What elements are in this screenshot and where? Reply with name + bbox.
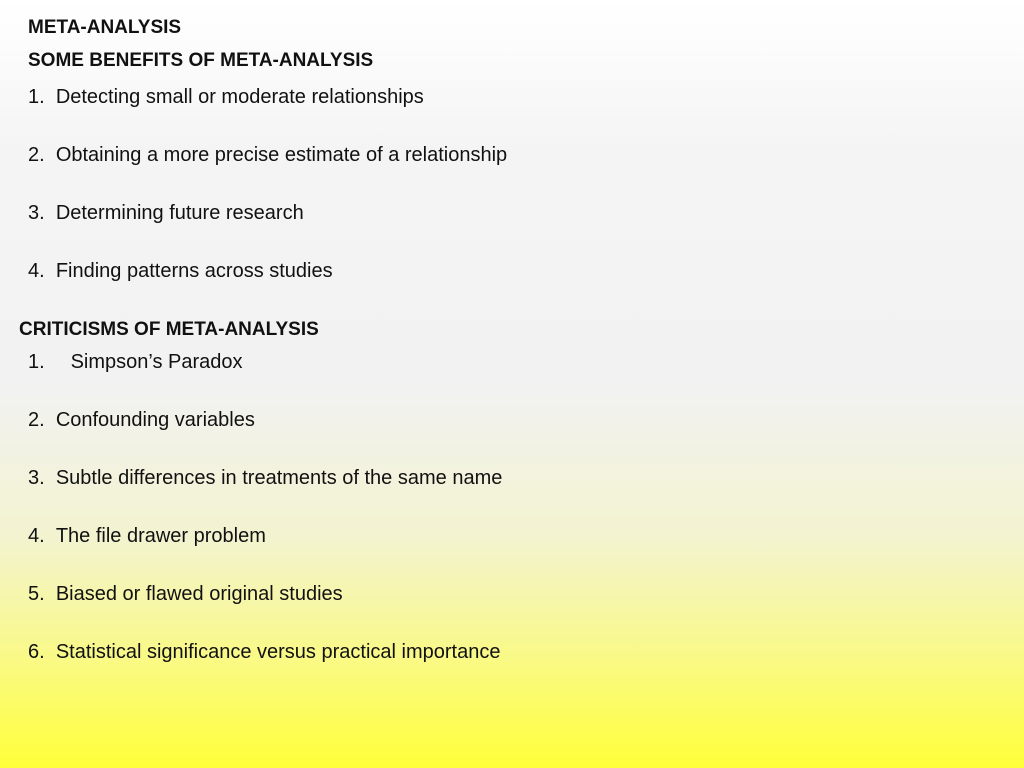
benefit-item — [28, 202, 304, 225]
benefit-number: 2. — [28, 144, 51, 166]
criticism-item — [28, 641, 500, 664]
benefit-text: Determining future research — [55, 202, 304, 224]
criticism-number: 1. — [28, 351, 45, 373]
benefit-text: Detecting small or moderate relationships — [55, 86, 424, 108]
benefit-text: Finding patterns across studies — [55, 260, 333, 282]
benefit-item — [28, 86, 424, 109]
benefits-heading: SOME BENEFITS OF META-ANALYSIS — [28, 50, 374, 71]
criticism-number: 4. — [28, 525, 51, 547]
criticism-item — [28, 467, 502, 490]
criticism-item — [28, 409, 255, 432]
benefit-text: Obtaining a more precise estimate of a relationship — [55, 144, 508, 166]
benefit-number: 1. — [28, 86, 51, 108]
benefit-number: 3. — [28, 202, 51, 224]
criticisms-heading: CRITICISMS OF META-ANALYSIS — [19, 319, 319, 340]
benefit-number: 4. — [28, 260, 51, 282]
criticism-item — [28, 351, 243, 374]
criticism-text: The file drawer problem — [55, 525, 266, 547]
criticism-item — [28, 583, 343, 606]
criticism-number: 2. — [28, 409, 51, 431]
slide-title: META-ANALYSIS — [28, 17, 182, 38]
criticism-text: Confounding variables — [55, 409, 255, 431]
criticism-text: Statistical significance versus practical importance — [55, 641, 501, 663]
criticism-text: Biased or flawed original studies — [55, 583, 343, 605]
benefit-item — [28, 260, 333, 283]
criticism-text: Subtle differences in treatments of the same name — [55, 467, 503, 489]
criticism-text: Simpson’s Paradox — [70, 351, 243, 373]
criticism-number: 3. — [28, 467, 51, 489]
benefit-item — [28, 144, 507, 167]
criticism-item — [28, 525, 266, 548]
criticism-number: 5. — [28, 583, 51, 605]
criticism-number: 6. — [28, 641, 51, 663]
